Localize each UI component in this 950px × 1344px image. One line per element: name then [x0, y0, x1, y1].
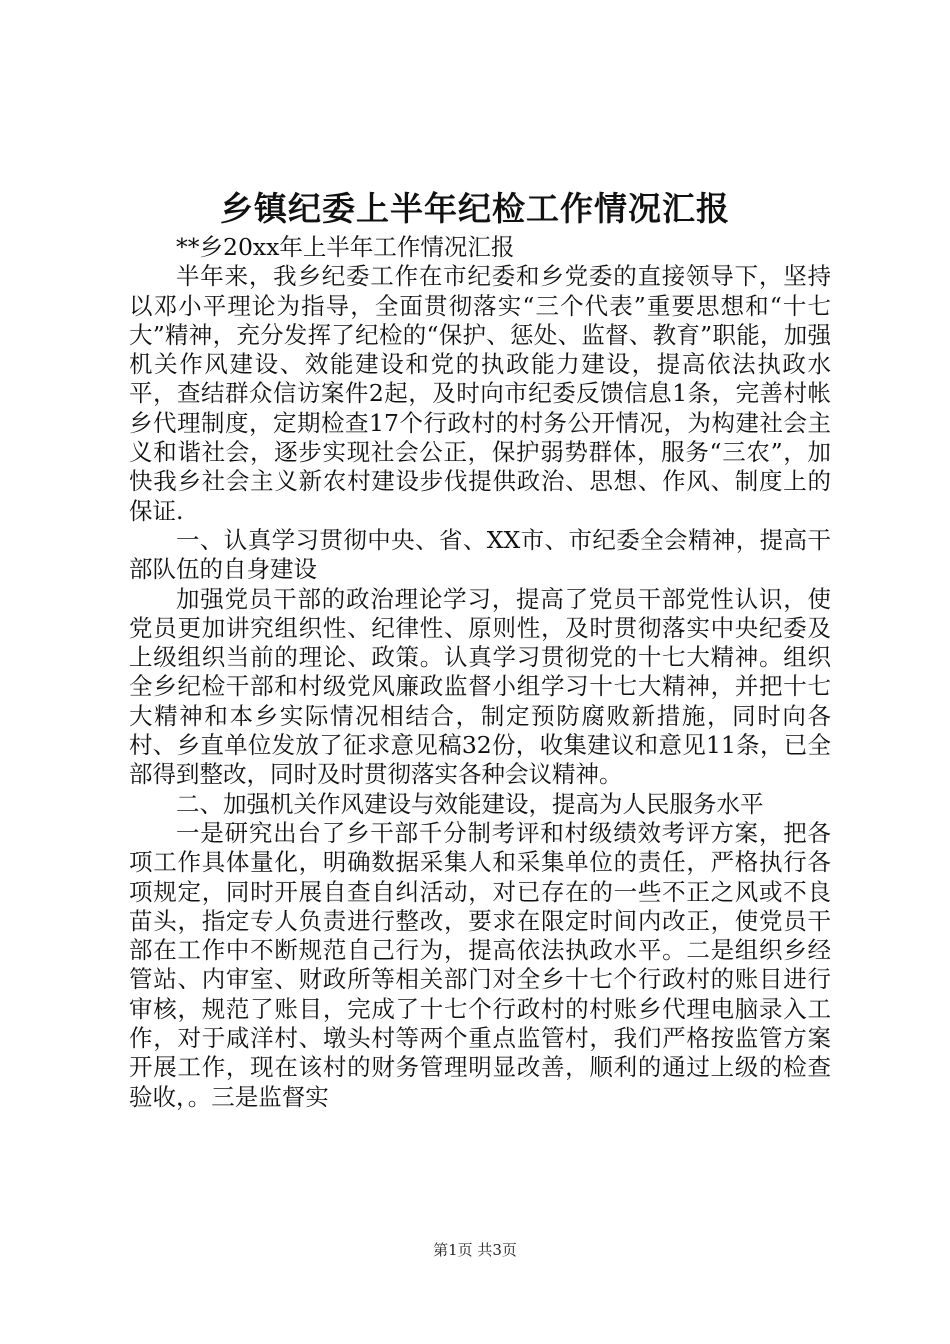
paragraph-section-2: 一是研究出台了乡干部千分制考评和村级绩效考评方案，把各项工作具体量化，明确数据采集人和采集单位的责任，严格执行各项规定，同时开展自查自纠活动，对已存在的一些不正之风或不良苗头，指定专人负责进行整改，要求在限定时间内改正，使党员干部在工作中不断规范自己行为，提高依法执政水平。二是组织乡经管站、内审室、财政所等相关部门对全乡十七个行政村的账目进行审核，规范了账目，完成了十七个行政村的村账乡代理电脑录入工作，对于咸洋村、墩头村等两个重点监管村，我们严格按监管方案开展工作，现在该村的财务管理明显改善，顺利的通过上级的检查验收，。三是监督实	[129, 818, 831, 1111]
document-subtitle: **乡20xx年上半年工作情况汇报	[176, 233, 515, 261]
document-title: 乡镇纪委上半年纪检工作情况汇报	[220, 189, 730, 228]
paragraph-intro: 半年来，我乡纪委工作在市纪委和乡党委的直接领导下，坚持以邓小平理论为指导，全面贯彻落实“三个代表”重要思想和“十七大”精神，充分发挥了纪检的“保护、惩处、监督、教育”职能，加强机关作风建设、效能建设和党的执政能力建设，提高依法执政水平，查结群众信访案件2起，及时向市纪委反馈信息1条，完善村帐乡代理制度，定期检查17个行政村的村务公开情况，为构建社会主义和谐社会，逐步实现社会公正，保护弱势群体，服务“三农”，加快我乡社会主义新农村建设步伐提供政治、思想、作风、制度上的保证.	[129, 262, 831, 525]
document-body	[129, 233, 831, 1112]
section-heading-1: 一、认真学习贯彻中央、省、XX市、市纪委全会精神，提高干部队伍的自身建设	[129, 525, 831, 584]
paragraph-section-1: 加强党员干部的政治理论学习，提高了党员干部党性认识，使党员更加讲究组织性、纪律性、原则性，及时贯彻落实中央纪委及上级组织当前的理论、政策。认真学习贯彻党的十七大精神。组织全乡纪检干部和村级党风廉政监督小组学习十七大精神，并把十七大精神和本乡实际情况相结合，制定预防腐败新措施，同时向各村、乡直单位发放了征求意见稿32份，收集建议和意见11条，已全部得到整改，同时及时贯彻落实各种会议精神。	[129, 584, 831, 789]
page-number-footer: 第1页 共3页	[433, 1241, 517, 1259]
section-heading-2: 二、加强机关作风建设与效能建设，提高为人民服务水平	[176, 789, 764, 818]
